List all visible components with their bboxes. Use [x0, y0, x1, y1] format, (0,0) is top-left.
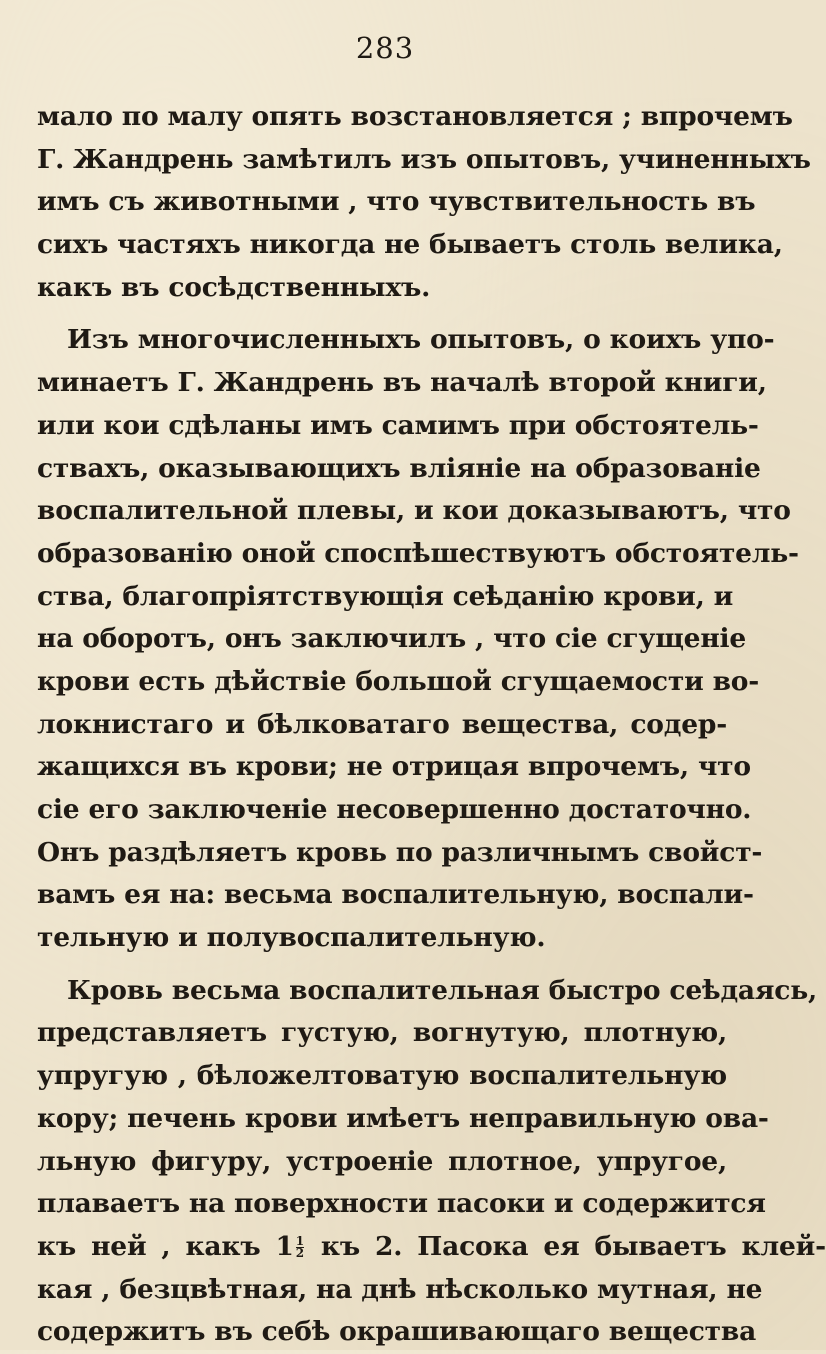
text-line: упругую , бѣложелтоватую воспалительную — [37, 1060, 727, 1092]
text-line: жащихся въ крови; не отрицая впрочемъ, что — [37, 751, 751, 783]
paragraph — [37, 319, 799, 959]
text-line: вамъ ея на: весьма воспалительную, воспали- — [37, 879, 754, 911]
page-number: 283 — [355, 31, 415, 65]
text-line: Кровь весьма воспалительная быстро сеѣдаясь, — [67, 974, 818, 1006]
text-line: кору; печень крови имѣетъ неправильную ова- — [37, 1102, 769, 1134]
text-line: на оборотъ, онъ заключилъ , что сіе сгущеніе — [37, 623, 747, 655]
text-line: ствахъ, оказывающихъ вліяніе на образованіе — [37, 452, 761, 484]
fraction-denominator: 2 — [295, 1246, 304, 1261]
text-segment: къ 2. Пасока ея бываетъ клей- — [305, 1230, 826, 1262]
text-line: ства, благопріятствующія сеѣданію крови, и — [37, 580, 734, 612]
text-line: или кои сдѣланы имъ самимъ при обстоятель- — [37, 409, 759, 441]
text-line: крови есть дѣйствіе большой сгущаемости во- — [37, 665, 760, 697]
text-line: минаетъ Г. Жандрень въ началѣ второй книги, — [37, 367, 767, 399]
text-line: имъ съ животными , что чувствительность въ — [37, 186, 756, 218]
fraction-numerator: 1 — [295, 1234, 304, 1249]
text-line: мало по малу опять возстановляется ; впрочемъ — [37, 101, 793, 132]
text-line — [37, 1226, 826, 1269]
text-line: сіе его заключеніе несовершенно достаточно. — [37, 794, 752, 825]
paragraph-gap — [37, 960, 727, 970]
text-line: Изъ многочисленныхъ опытовъ, о коихъ упо- — [67, 324, 775, 356]
fraction — [296, 1236, 304, 1259]
text-line: сихъ частяхъ никогда не бываетъ столь велика, — [37, 229, 783, 261]
text-line: содержитъ въ себѣ окрашивающаго вещества — [37, 1316, 757, 1348]
text-line: тельную и полувоспалительную. — [37, 922, 546, 954]
text-line: Г. Жандрень замѣтилъ изъ опытовъ, учиненныхъ — [37, 143, 811, 175]
text-line: образованію оной споспѣшествуютъ обстоятель- — [37, 537, 799, 569]
text-segment: къ ней , какъ 1 — [37, 1230, 294, 1262]
text-line: воспалительной плевы, и кои доказываютъ, что — [37, 495, 791, 527]
text-line: локнистаго и бѣлковатаго вещества, содер- — [37, 708, 727, 740]
text-line: представляетъ густую, вогнутую, плотную, — [37, 1017, 727, 1049]
paragraph — [37, 970, 826, 1354]
paragraph — [37, 96, 811, 309]
text-line: плаваетъ на поверхности пасоки и содержится — [37, 1188, 766, 1220]
text-line: кая , безцвѣтная, на днѣ нѣсколько мутная, не — [37, 1273, 763, 1305]
paragraph-gap — [37, 309, 727, 319]
body-text — [37, 96, 826, 1354]
text-line: льную фигуру, устроеніе плотное, упругое, — [37, 1145, 727, 1177]
text-line: какъ въ сосѣдственныхъ. — [37, 271, 431, 303]
text-line: Онъ раздѣляетъ кровь по различнымъ свойст- — [37, 836, 763, 868]
